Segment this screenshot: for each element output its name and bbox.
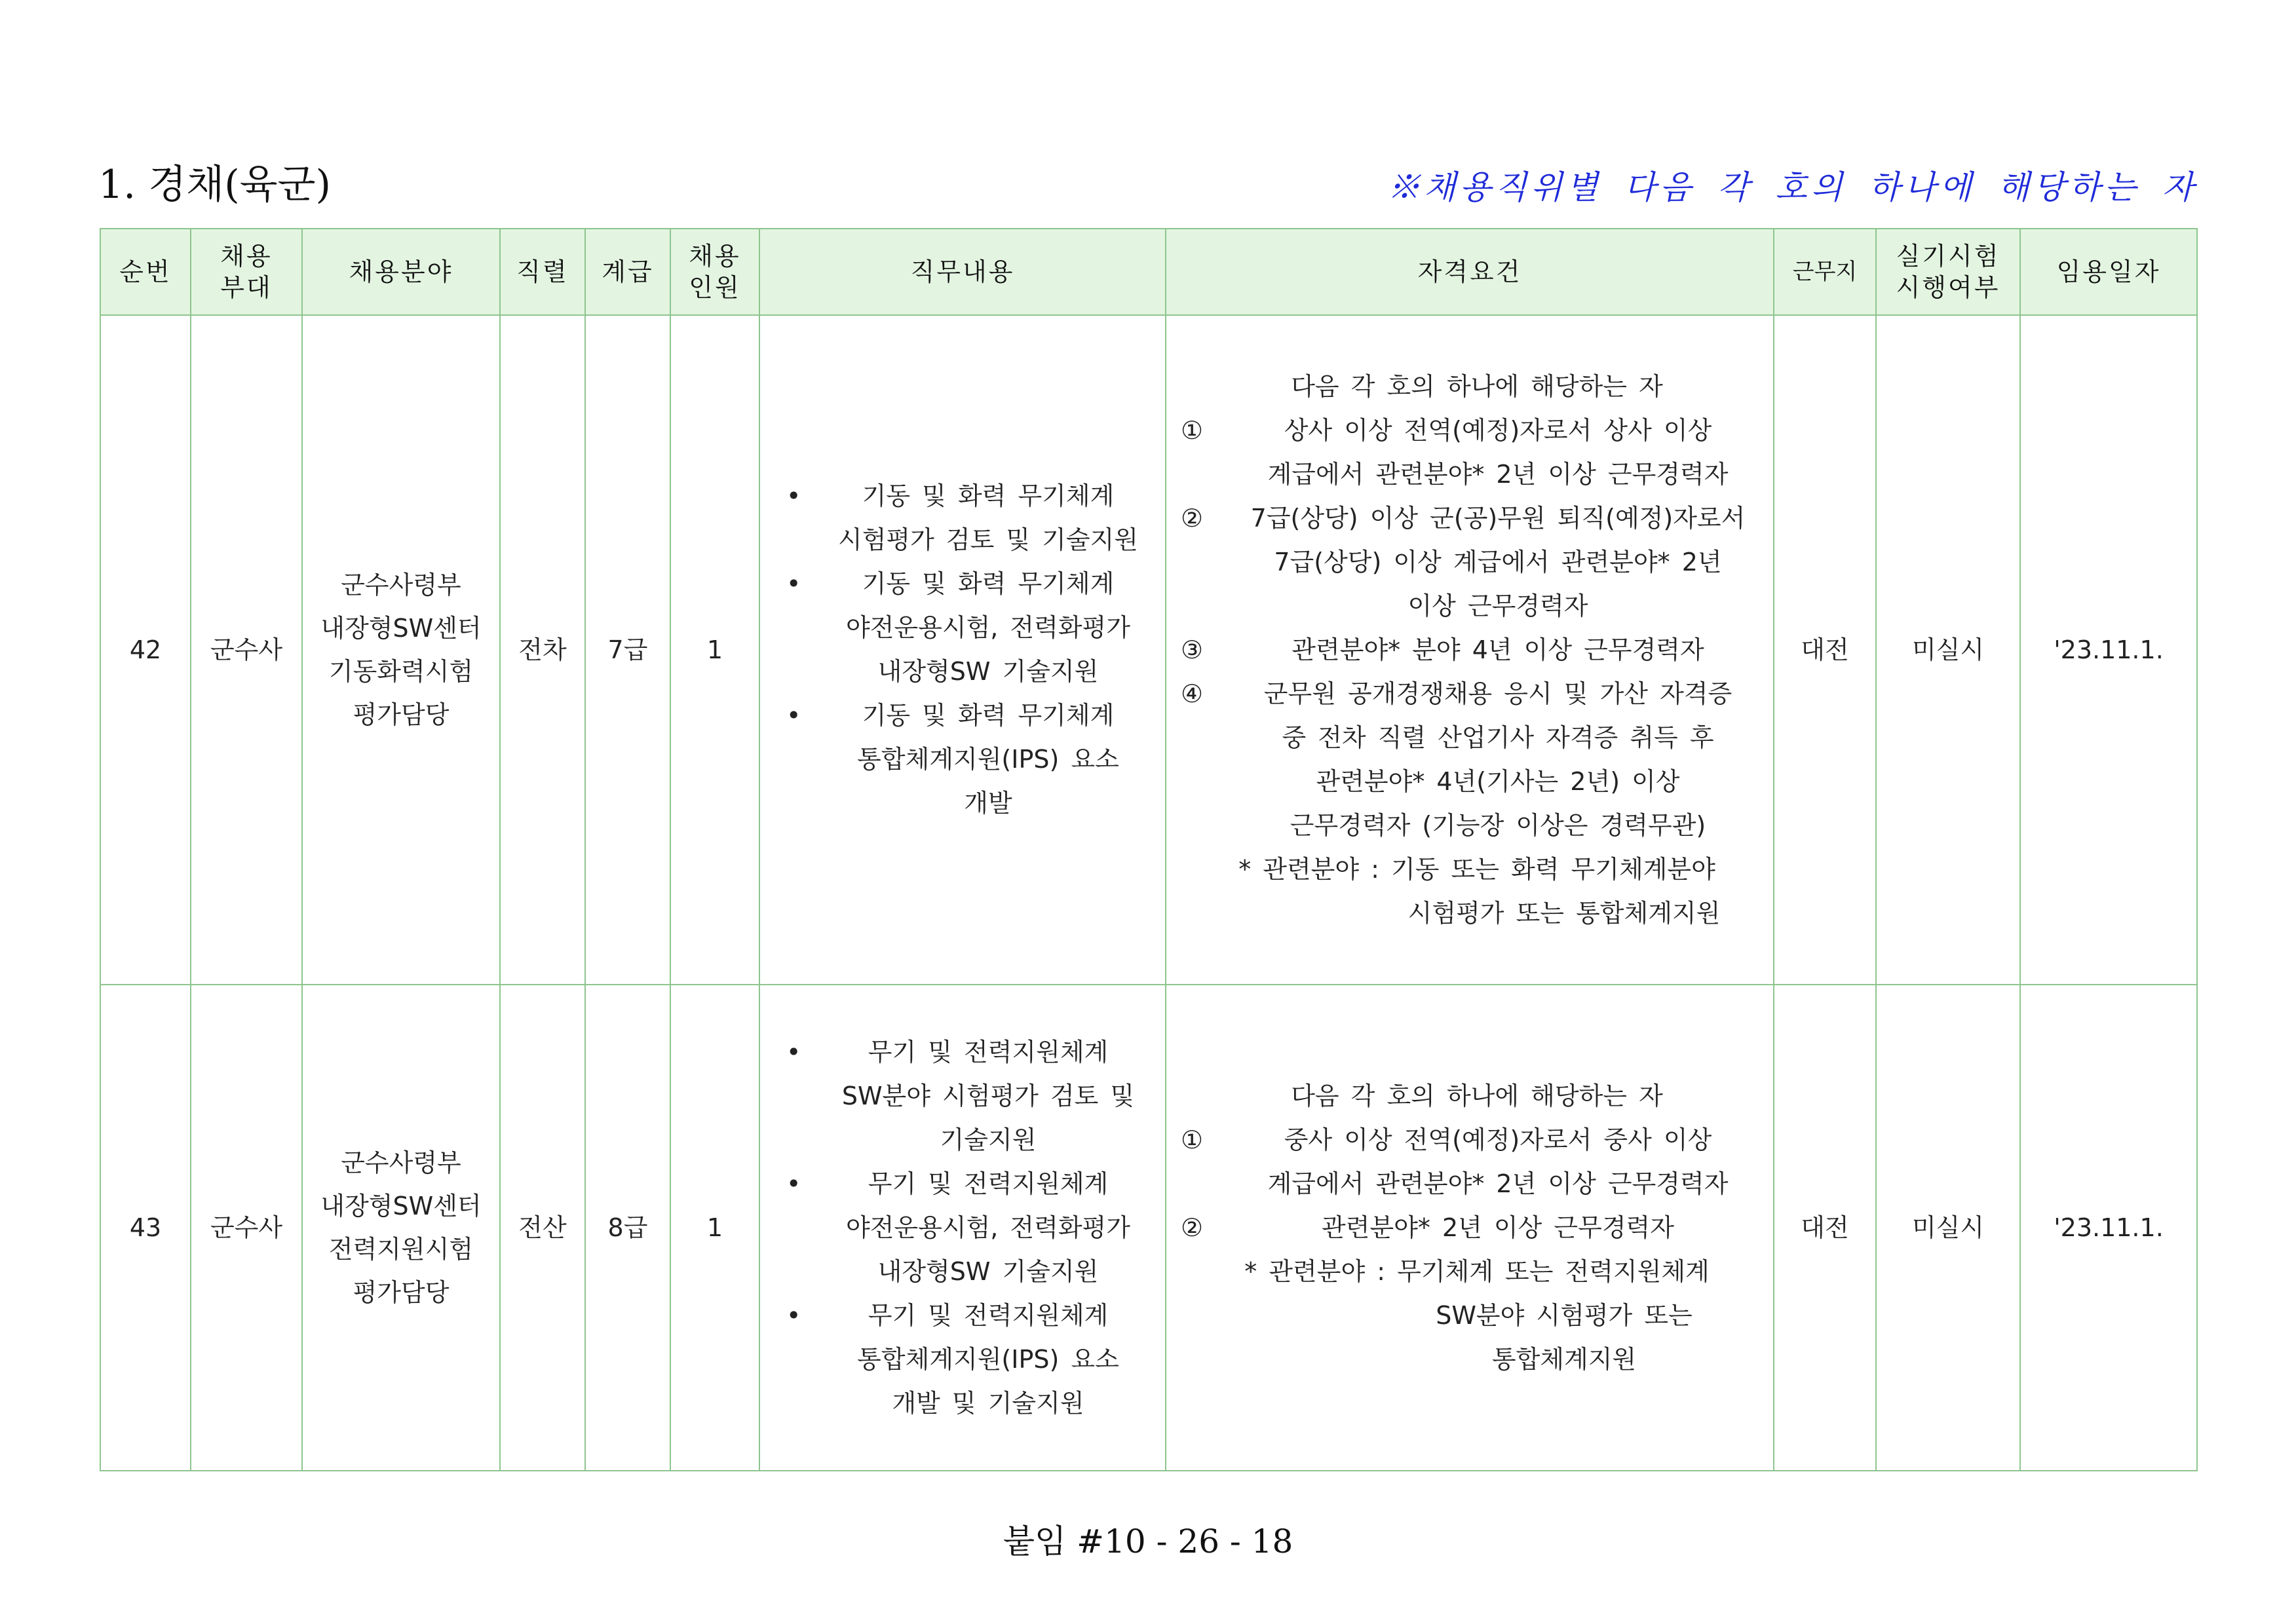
duty-item: • 기동 및 화력 무기체계: [775, 474, 1165, 518]
cell-qualification: 다음 각 호의 하나에 해당하는 자 ① 상사 이상 전역(예정)자로서 상사 이상 계급에서 관련분야* 2년 이상 근무경력자 ② 7급(상당) 이상 군(공)무원 퇴직(예정)자로서 7급(상당) 이상 계급에서 관련분야* 2년 이상 근무경력자 ③ 관련분야* 분야 4년 이상 근무경력자 ④ 군무원 공개경쟁채용 응시 및 가산 자격증 중 전차 직렬 산업기사 자격증 취득 후 관련분야* 4년(기사는 2년) 이상 근무경력자 (기능장 이상은 경력무관) * 관련분야 : 기동 또는 화력 무기체계분야 시험평가 또는 통합체계지원: [1166, 315, 1774, 985]
duty-item: • 무기 및 전력지원체계: [775, 1162, 1165, 1206]
header-series: 직렬: [500, 229, 585, 315]
cell-appointment-date: '23.11.1.: [2020, 315, 2197, 985]
header-field: 채용분야: [302, 229, 500, 315]
cell-unit: 군수사: [191, 985, 302, 1471]
page-title: 1. 경채(육군): [98, 162, 331, 208]
cell-series: 전산: [500, 985, 585, 1471]
header-appointment-date: 임용일자: [2020, 229, 2197, 315]
cell-practical-test: 미실시: [1876, 315, 2020, 985]
cell-grade: 7급: [585, 315, 670, 985]
header-qualification: 자격요건: [1166, 229, 1774, 315]
cell-qualification: 다음 각 호의 하나에 해당하는 자 ① 중사 이상 전역(예정)자로서 중사 이상 계급에서 관련분야* 2년 이상 근무경력자 ② 관련분야* 2년 이상 근무경력자 * 관련분야 : 무기체계 또는 전력지원체계 SW분야 시험평가 또는 통합체계지원: [1166, 985, 1774, 1471]
header-unit: 채용 부대: [191, 229, 302, 315]
header-duty: 직무내용: [759, 229, 1166, 315]
header-count: 채용 인원: [670, 229, 759, 315]
table-row: [100, 985, 2197, 1471]
cell-location: 대전: [1774, 985, 1876, 1471]
cell-appointment-date: '23.11.1.: [2020, 985, 2197, 1471]
cell-unit: 군수사: [191, 315, 302, 985]
header-location: 근무지: [1774, 229, 1876, 315]
cell-practical-test: 미실시: [1876, 985, 2020, 1471]
cell-field: 군수사령부 내장형SW센터 전력지원시험 평가담당: [302, 985, 500, 1471]
cell-series: 전차: [500, 315, 585, 985]
recruitment-table: [100, 228, 2198, 1471]
header-practical-test: 실기시험 시행여부: [1876, 229, 2020, 315]
cell-location: 대전: [1774, 315, 1876, 985]
eligibility-note: ※채용직위별 다음 각 호의 하나에 해당하는 자: [1387, 168, 2198, 206]
page-footer: 붙임 #10 - 26 - 18: [1003, 1522, 1293, 1560]
duty-item: • 기동 및 화력 무기체계: [775, 562, 1165, 606]
cell-count: 1: [670, 315, 759, 985]
cell-duty: • 무기 및 전력지원체계 SW분야 시험평가 검토 및 기술지원 • 무기 및 전력지원체계 야전운용시험, 전력화평가 내장형SW 기술지원 • 무기 및 전력지원체계 통합체계지원(IPS) 요소 개발 및 기술지원: [759, 985, 1166, 1471]
cell-field: 군수사령부 내장형SW센터 기동화력시험 평가담당: [302, 315, 500, 985]
header-grade: 계급: [585, 229, 670, 315]
header-no: 순번: [100, 229, 191, 315]
table-row: [100, 315, 2197, 985]
duty-item: • 무기 및 전력지원체계: [775, 1030, 1165, 1074]
table-header-row: [100, 229, 2197, 315]
cell-no: 43: [100, 985, 191, 1471]
cell-count: 1: [670, 985, 759, 1471]
cell-duty: • 기동 및 화력 무기체계 시험평가 검토 및 기술지원 • 기동 및 화력 무기체계 야전운용시험, 전력화평가 내장형SW 기술지원 • 기동 및 화력 무기체계 통합체계지원(IPS) 요소 개발: [759, 315, 1166, 985]
duty-item: • 기동 및 화력 무기체계: [775, 694, 1165, 738]
cell-grade: 8급: [585, 985, 670, 1471]
duty-item: • 무기 및 전력지원체계: [775, 1294, 1165, 1338]
cell-no: 42: [100, 315, 191, 985]
